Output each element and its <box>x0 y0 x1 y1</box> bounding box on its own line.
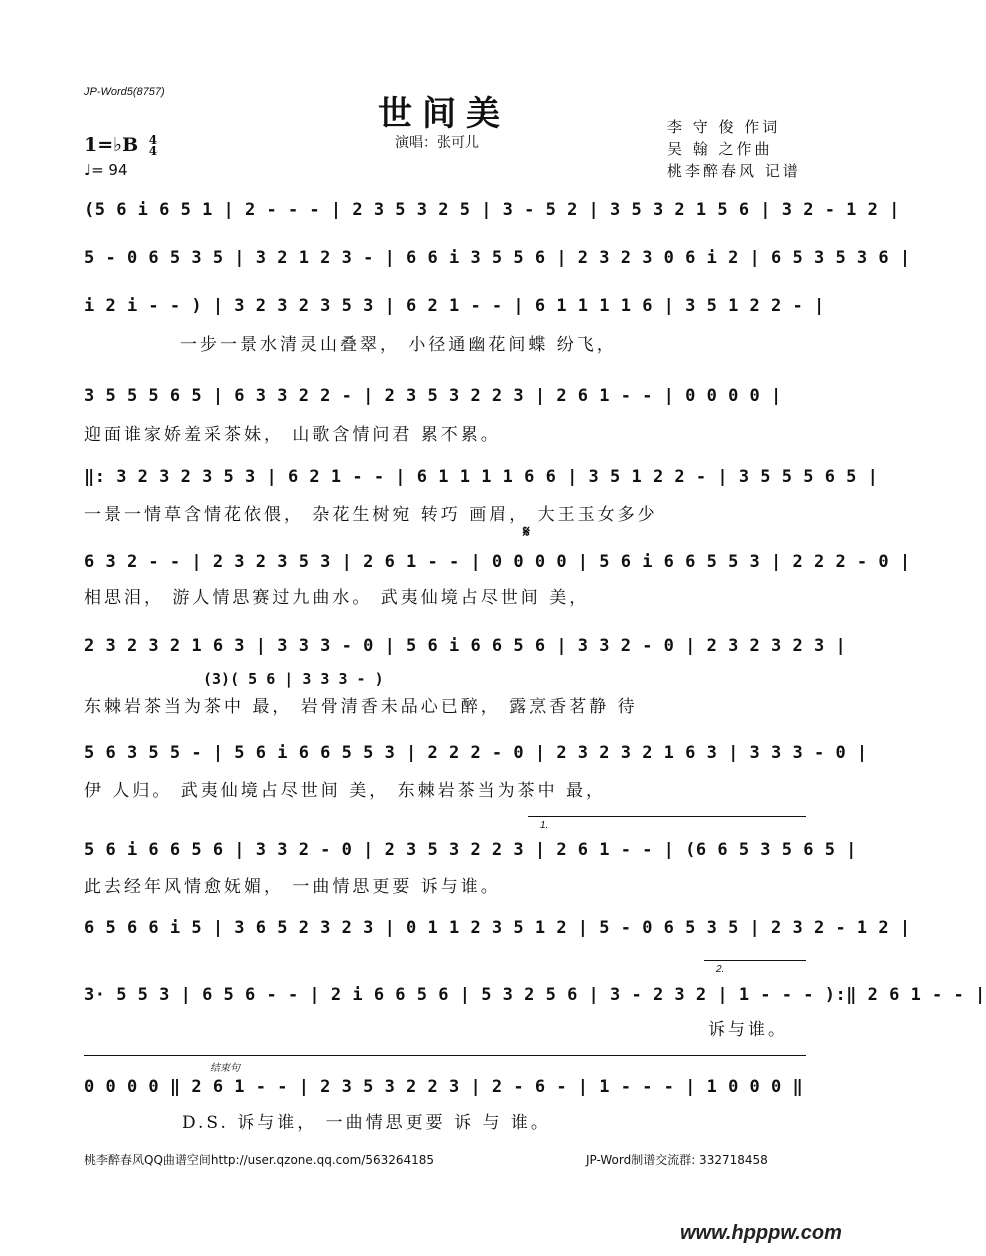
lyric-line-3: 一步一景水清灵山叠翠， 小径通幽花间蝶 纷飞， <box>180 335 617 355</box>
transcriber-label: 桃李醉春风 记谱 <box>667 162 801 180</box>
footer-right: JP-Word制谱交流群: 332718458 <box>586 1153 768 1167</box>
score-line-8: 5 6 3 5 5 - | 5 6 i 6 6 5 5 3 | 2 2 2 - 0 | 2 3 2 3 2 1 6 3 | 3 3 3 - 0 | <box>84 743 868 763</box>
score-line-4: 3 5 5 5 6 5 | 6 3 3 2 2 - | 2 3 5 3 2 2 3 | 2 6 1 - - | 0 0 0 0 | <box>84 386 782 406</box>
lyric-line-8: 伊 人归。 武夷仙境占尽世间 美， 东棘岩茶当为茶中 最， <box>84 781 607 801</box>
ending-1-bracket <box>528 816 806 817</box>
key-signature <box>84 134 157 157</box>
lyric-line-4: 迎面谁家娇羞采茶妹， 山歌含情问君 累不累。 <box>84 425 501 445</box>
ending-2-bracket <box>704 960 806 961</box>
score-line-7: 2 3 2 3 2 1 6 3 | 3 3 3 - 0 | 5 6 i 6 6 5 6 | 3 3 2 - 0 | 2 3 2 3 2 3 | <box>84 636 847 656</box>
lyric-line-7: 东棘岩茶当为茶中 最， 岩骨清香未品心已醉， 露烹香茗静 待 <box>84 697 638 717</box>
software-label: JP-Word5(8757) <box>84 86 165 98</box>
score-line-12: 0 0 0 0 ‖ 2 6 1 - - | 2 3 5 3 2 2 3 | 2 - 6 - | 1 - - - | 1 0 0 0 ‖ <box>84 1077 804 1097</box>
lyricist-label: 李 守 俊 作词 <box>667 118 781 136</box>
score-line-11: 3· 5 5 3 | 6 5 6 - - | 2 i 6 6 5 6 | 5 3 2 5 6 | 3 - 2 3 2 | 1 - - - ):‖ 2 6 1 - - | <box>84 985 986 1005</box>
lyric-line-6: 相思泪， 游人情思赛过九曲水。 武夷仙境占尽世间 美， <box>84 588 590 608</box>
ending-1-label: 1. <box>540 820 549 831</box>
tempo-mark: ♩= 94 <box>84 161 128 179</box>
lyric-line-5: 一景一情草含情花依偎， 杂花生树宛 转巧 画眉， 大王玉女多少 <box>84 505 658 525</box>
credits <box>667 116 801 182</box>
lyric-line-9: 此去经年风情愈妩媚， 一曲情思更要 诉与谁。 <box>84 877 501 897</box>
score-line-1: (5 6 i 6 5 1 | 2 - - - | 2 3 5 3 2 5 | 3 - 5 2 | 3 5 3 2 1 5 6 | 3 2 - 1 2 | <box>84 200 900 220</box>
composer-label: 吴 翰 之作曲 <box>667 140 773 158</box>
key-label: 1=♭B <box>84 134 139 156</box>
time-signature <box>149 135 157 157</box>
score-line-3: i 2 i - - ) | 3 2 3 2 3 5 3 | 6 2 1 - - | 6 1 1 1 1 6 | 3 5 1 2 2 - | <box>84 296 825 316</box>
score-line-10: 6 5 6 6 i 5 | 3 6 5 2 3 2 3 | 0 1 1 2 3 5 1 2 | 5 - 0 6 5 3 5 | 2 3 2 - 1 2 | <box>84 918 911 938</box>
score-line-9: 5 6 i 6 6 5 6 | 3 3 2 - 0 | 2 3 5 3 2 2 3 | 2 6 1 - - | (6 6 5 3 5 6 5 | <box>84 840 857 860</box>
ending-2-label: 2. <box>716 964 725 975</box>
lyric-line-12: D.S. 诉与谁， 一曲情思更要 诉 与 谁。 <box>182 1113 551 1133</box>
coda-bracket <box>84 1055 806 1056</box>
score-line-2: 5 - 0 6 5 3 5 | 3 2 1 2 3 - | 6 6 i 3 5 5 6 | 2 3 2 3 0 6 i 2 | 6 5 3 5 3 6 | <box>84 248 911 268</box>
watermark-logo: www.hpppw.com <box>680 1222 842 1244</box>
footer-left: 桃李醉春风QQ曲谱空间http://user.qzone.qq.com/563264185 <box>84 1153 435 1167</box>
time-bottom: 4 <box>148 144 158 158</box>
song-title: 世间美 <box>378 94 510 134</box>
time-top: 4 <box>148 133 158 147</box>
bracket-note: (3)( 5 6 | 3 3 3 - ) <box>203 670 384 688</box>
segno-sign: 𝄋 <box>523 522 530 541</box>
singer-label: 演唱：张可儿 <box>395 135 479 151</box>
coda-label: 结束句 <box>210 1063 240 1074</box>
score-line-6: 6 3 2 - - | 2 3 2 3 5 3 | 2 6 1 - - | 0 0 0 0 | 5 6 i 6 6 5 5 3 | 2 2 2 - 0 | <box>84 552 911 572</box>
score-line-5: ‖: 3 2 3 2 3 5 3 | 6 2 1 - - | 6 1 1 1 1 6 6 | 3 5 1 2 2 - | 3 5 5 5 6 5 | <box>84 467 879 487</box>
lyric-line-11: 诉与谁。 <box>708 1020 788 1040</box>
